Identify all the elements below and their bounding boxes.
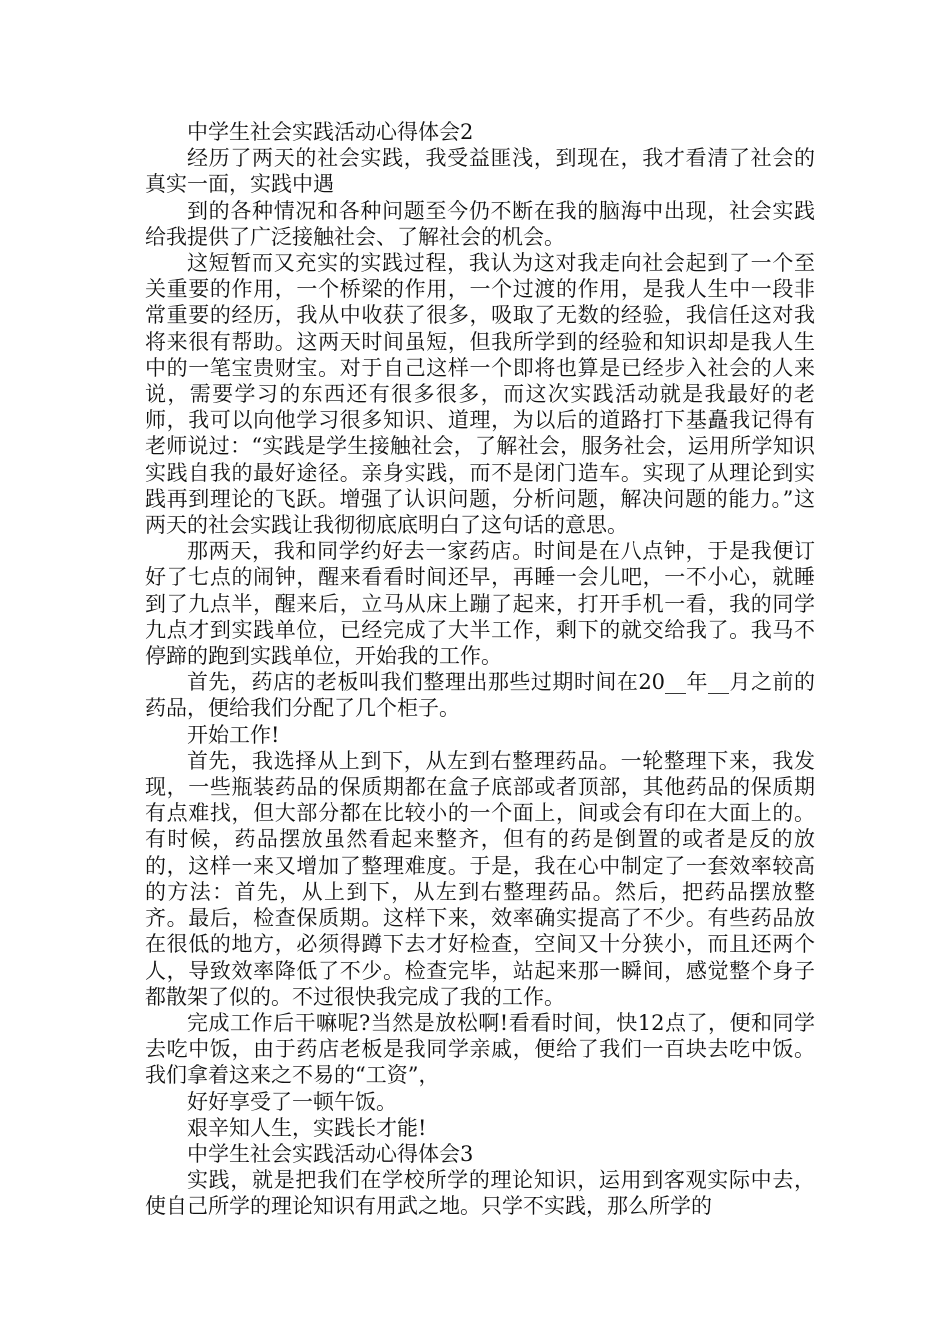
paragraph: 好好享受了一顿午饭。 bbox=[187, 1089, 397, 1114]
paragraph: 到的各种情况和各种问题至今仍不断在我的脑海中出现，社会实践给我提供了广泛接触社会、了解社会的机会。 bbox=[145, 198, 815, 249]
paragraph: 这短暂而又充实的实践过程，我认为这对我走向社会起到了一个至关重要的作用，一个桥梁的作用，一个过渡的作用，是我人生中一段非常重要的经历，我从中收获了很多，吸取了无数的经验，我信任这对我将来很有帮助。这两天时间虽短，但我所学到的经验和知识却是我人生中的一笔宝贵财宝。对于自己这样一个即将也算是已经步入社会的人来说，需要学习的东西还有很多很多，而这次实践活动就是我最好的老师，我可以向他学习很多知识、道理，为以后的道路打下基矗我记得有老师说过：“实践是学生接触社会，了解社会，服务社会，运用所学知识实践自我的最好途径。亲身实践，而不是闭门造车。实现了从理论到实践再到理论的飞跃。增强了认识问题，分析问题，解决问题的能力。”这两天的社会实践让我彻彻底底明白了这句话的意思。 bbox=[145, 251, 815, 538]
section-title-2: 中学生社会实践活动心得体会2 bbox=[187, 120, 474, 144]
paragraph: 那两天，我和同学约好去一家药店。时间是在八点钟，于是我便订好了七点的闹钟，醒来看看时间还早，再睡一会儿吧，一不小心，就睡到了九点半，醒来后，立马从床上蹦了起来，打开手机一看，我的同学九点才到实践单位，已经完成了大半工作，剩下的就交给我了。我马不停蹄的跑到实践单位，开始我的工作。 bbox=[145, 539, 815, 669]
section-title-3: 中学生社会实践活动心得体会3 bbox=[187, 1141, 474, 1166]
document-body bbox=[145, 119, 815, 1220]
paragraph: 开始工作! bbox=[187, 722, 280, 747]
paragraph: 经历了两天的社会实践，我受益匪浅，到现在，我才看清了社会的真实一面，实践中遇 bbox=[145, 146, 815, 197]
paragraph: 首先，药店的老板叫我们整理出那些过期时间在20__年__月之前的药品，便给我们分配了几个柜子。 bbox=[145, 670, 815, 721]
paragraph: 完成工作后干嘛呢?当然是放松啊!看看时间，快12点了，便和同学去吃中饭，由于药店老板是我同学亲戚，便给了我们一百块去吃中饭。我们拿着这来之不易的“工资”， bbox=[145, 1010, 815, 1088]
paragraph: 艰辛知人生，实践长才能! bbox=[187, 1115, 427, 1140]
paragraph: 实践，就是把我们在学校所学的理论知识，运用到客观实际中去，使自己所学的理论知识有用武之地。只学不实践，那么所学的 bbox=[145, 1168, 815, 1219]
paragraph: 首先，我选择从上到下，从左到右整理药品。一轮整理下来，我发现，一些瓶装药品的保质期都在盒子底部或者顶部，其他药品的保质期有点难找，但大部分都在比较小的一个面上，间或会有印在大面上的。有时候，药品摆放虽然看起来整齐，但有的药是倒置的或者是反的放的，这样一来又增加了整理难度。于是，我在心中制定了一套效率较高的方法：首先，从上到下，从左到右整理药品。然后，把药品摆放整齐。最后，检查保质期。这样下来，效率确实提高了不少。有些药品放在很低的地方，必须得蹲下去才好检查，空间又十分狭小，而且还两个人，导致效率降低了不少。检查完毕，站起来那一瞬间，感觉整个身子都散架了似的。不过很快我完成了我的工作。 bbox=[145, 748, 815, 1009]
